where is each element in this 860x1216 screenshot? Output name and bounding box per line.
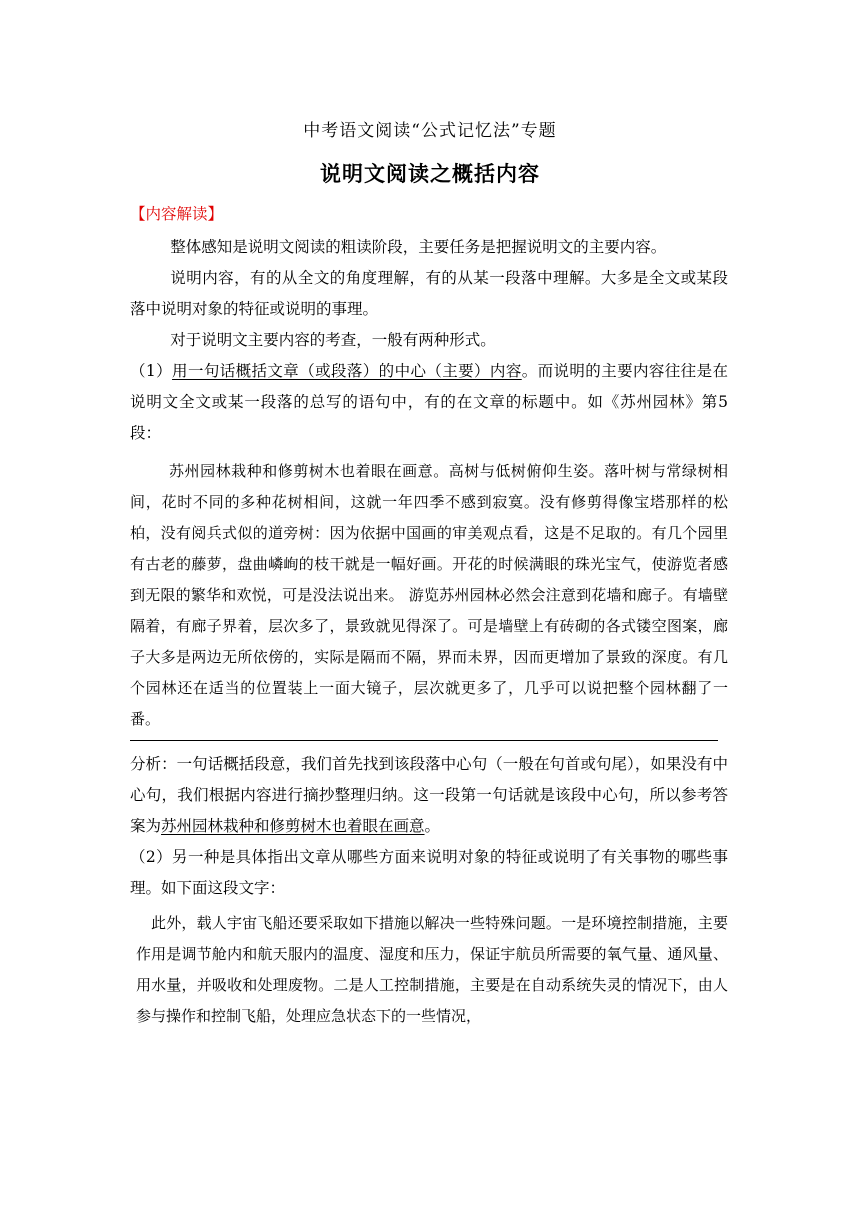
form-2-paragraph: （2）另一种是具体指出文章从哪些方面来说明对象的特征或说明了有关事物的哪些事理。如下面这段文字： [130, 848, 728, 897]
form-1-underlined: 用一句话概括文章（或段落）的中心（主要）内容 [172, 362, 522, 380]
quote-paragraph-1: 苏州园林栽种和修剪树木也着眼在画意。高树与低树俯仰生姿。落叶树与常绿树相间，花时不同的多种花树相间，这就一年四季不感到寂寞。没有修剪得像宝塔那样的松柏，没有阅兵式似的道旁树：因为依据中国画的审美观点看，这是不足取的。有几个园里有古老的藤萝，盘曲嶙峋的枝干就是一幅好画。开花的时候满眼的珠光宝气，使游览者感到无限的繁华和欢悦，可是没法说出来。 游览苏州园林必然会注意到花墙和廊子。有墙壁隔着，有廊子界着，层次多了，景致就见得深了。可是墙壁上有砖砌的各式镂空图案，廊子大多是两边无所依傍的，实际是隔而不隔，界而未界，因而更增加了景致的深度。有几个园林还在适当的位置装上一面大镜子，层次就更多了，几乎可以说把整个园林翻了一番。 [130, 462, 728, 728]
analysis-end: 。 [424, 817, 441, 835]
page-title: 说明文阅读之概括内容 [320, 162, 540, 186]
intro-paragraph-3: 对于说明文主要内容的考查，一般有两种形式。 [170, 331, 496, 349]
analysis-answer: 苏州园林栽种和修剪树木也着眼在画意 [161, 817, 425, 835]
document-body [130, 232, 728, 1032]
divider [130, 740, 718, 741]
analysis-text: 分析：一句话概括段意，我们首先找到该段落中心句（一般在句首或句尾），如果没有中心句，我们根据内容进行摘抄整理归纳。这一段第一句话就是该段中心句，所以参考答案为 [130, 755, 728, 835]
form-1-rest: 。而说明的主要内容往往是在说明文全文或某一段落的总写的语句中，有的在文章的标题中。如《苏州园林》第5段： [130, 362, 728, 442]
quote-paragraph-2: 此外，载人宇宙飞船还要采取如下措施以解决一些特殊问题。一是环境控制措施，主要作用是调节舱内和航天服内的温度、湿度和压力，保证宇航员所需要的氧气量、通风量、用水量，并吸收和处理废物。二是人工控制措施，主要是在自动系统失灵的情况下，由人参与操作和控制飞船，处理应急状态下的一些情况， [136, 914, 728, 1025]
form-1-paragraph [130, 356, 728, 449]
form-1-number: （1） [130, 362, 173, 380]
intro-paragraph-2: 说明内容，有的从全文的角度理解，有的从某一段落中理解。大多是全文或某段落中说明对象的特征或说明的事理。 [130, 269, 728, 318]
section-label: 【内容解读】 [130, 205, 224, 223]
pre-title: 中考语文阅读“公式记忆法”专题 [303, 121, 557, 141]
analysis-paragraph [130, 749, 728, 842]
intro-paragraph-1: 整体感知是说明文阅读的粗读阶段，主要任务是把握说明文的主要内容。 [170, 238, 667, 256]
